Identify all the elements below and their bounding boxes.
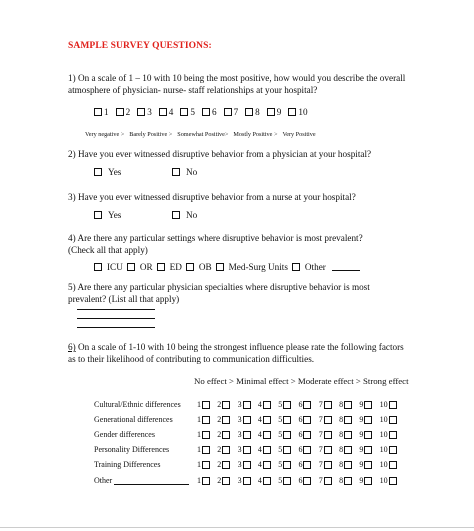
scale-label: Barely Positive > xyxy=(129,131,173,138)
checkbox[interactable] xyxy=(389,461,397,469)
rating-option[interactable] xyxy=(238,460,258,469)
rating-option[interactable] xyxy=(217,400,237,409)
rating-option[interactable] xyxy=(339,476,359,485)
checkbox[interactable] xyxy=(245,108,253,116)
rating-option[interactable] xyxy=(278,400,298,409)
answer-line[interactable] xyxy=(77,318,155,319)
checkbox[interactable] xyxy=(303,477,311,485)
checkbox[interactable] xyxy=(202,416,210,424)
rating-number: 2 xyxy=(217,400,222,409)
page-divider xyxy=(0,527,474,528)
rating-number: 7 xyxy=(318,430,323,439)
checkbox[interactable] xyxy=(172,168,180,176)
rating-option[interactable] xyxy=(359,430,379,439)
rating-option[interactable] xyxy=(258,445,278,454)
rating-option[interactable] xyxy=(298,400,318,409)
scale-number: 4 xyxy=(168,107,174,117)
checkbox[interactable] xyxy=(263,446,271,454)
checkbox[interactable] xyxy=(283,446,291,454)
rating-number: 2 xyxy=(217,460,222,469)
rating-option[interactable] xyxy=(380,476,400,485)
checkbox[interactable] xyxy=(263,416,271,424)
scale-label: Very Positive xyxy=(282,131,316,138)
checkbox[interactable] xyxy=(157,263,165,271)
rating-number: 7 xyxy=(318,415,323,424)
survey-title: SAMPLE SURVEY QUESTIONS: xyxy=(68,41,212,51)
answer-line[interactable] xyxy=(77,327,155,328)
scale-option[interactable] xyxy=(180,107,195,117)
option-label: Med-Surg Units xyxy=(228,262,288,272)
checkbox[interactable] xyxy=(303,461,311,469)
rating-option[interactable] xyxy=(359,445,379,454)
checkbox[interactable] xyxy=(344,401,352,409)
rating-number: 10 xyxy=(379,476,388,485)
setting-option[interactable] xyxy=(292,262,326,272)
rating-option[interactable] xyxy=(217,460,237,469)
rating-number: 2 xyxy=(217,415,222,424)
checkbox[interactable] xyxy=(303,431,311,439)
checkbox[interactable] xyxy=(127,263,135,271)
checkbox[interactable] xyxy=(202,461,210,469)
checkbox[interactable] xyxy=(364,416,372,424)
factor-name: Personality Differences xyxy=(94,445,170,454)
scale-number: 9 xyxy=(276,107,282,117)
checkbox[interactable] xyxy=(389,416,397,424)
checkbox[interactable] xyxy=(324,416,332,424)
rating-number: 3 xyxy=(237,460,242,469)
option-label: No xyxy=(186,167,198,177)
checkbox[interactable] xyxy=(94,211,102,219)
factor-row xyxy=(94,460,400,469)
option-label: OB xyxy=(198,262,212,272)
rating-option[interactable] xyxy=(298,430,318,439)
checkbox[interactable] xyxy=(324,477,332,485)
rating-option[interactable] xyxy=(298,415,318,424)
question-6-body: On a scale of 1-10 with 10 being the strongest influence please rate the following factors as to their likelihood of contributing to communication difficulties. xyxy=(68,342,404,364)
rating-option[interactable] xyxy=(380,445,400,454)
checkbox[interactable] xyxy=(137,108,145,116)
option-label: ED xyxy=(169,262,182,272)
checkbox[interactable] xyxy=(180,108,188,116)
rating-number: 6 xyxy=(298,430,303,439)
setting-option[interactable] xyxy=(157,262,182,272)
checkbox[interactable] xyxy=(288,108,296,116)
scale-option[interactable] xyxy=(159,107,174,117)
checkbox[interactable] xyxy=(344,416,352,424)
scale-option[interactable] xyxy=(288,107,307,117)
factor-name: Cultural/Ethnic differences xyxy=(94,400,181,409)
factor-row xyxy=(94,415,400,424)
checkbox[interactable] xyxy=(389,431,397,439)
rating-option[interactable] xyxy=(298,460,318,469)
rating-number: 7 xyxy=(318,460,323,469)
question-3-no[interactable] xyxy=(172,210,197,220)
setting-option[interactable] xyxy=(216,262,288,272)
factor-name: Other xyxy=(94,476,113,485)
checkbox[interactable] xyxy=(243,446,251,454)
scale-number: 8 xyxy=(255,107,260,117)
scale-number: 6 xyxy=(211,107,217,117)
rating-option[interactable] xyxy=(238,415,258,424)
scale-option[interactable] xyxy=(245,107,260,117)
rating-option[interactable] xyxy=(197,460,217,469)
rating-number: 1 xyxy=(197,460,201,469)
rating-option[interactable] xyxy=(217,445,237,454)
rating-option[interactable] xyxy=(319,476,339,485)
rating-number: 9 xyxy=(359,400,364,409)
checkbox[interactable] xyxy=(344,431,352,439)
scale-option[interactable] xyxy=(224,107,239,117)
scale-option[interactable] xyxy=(137,107,152,117)
checkbox[interactable] xyxy=(202,108,210,116)
other-factor-line[interactable] xyxy=(114,476,189,485)
checkbox[interactable] xyxy=(159,108,167,116)
rating-option[interactable] xyxy=(278,460,298,469)
rating-option[interactable] xyxy=(380,400,400,409)
rating-number: 4 xyxy=(257,460,262,469)
scale-option[interactable] xyxy=(267,107,282,117)
rating-option[interactable] xyxy=(238,400,258,409)
rating-option[interactable] xyxy=(258,460,278,469)
rating-option[interactable] xyxy=(197,430,217,439)
checkbox[interactable] xyxy=(263,461,271,469)
rating-number: 8 xyxy=(339,445,344,454)
rating-number: 10 xyxy=(379,445,388,454)
setting-option[interactable] xyxy=(94,262,123,272)
rating-number: 10 xyxy=(379,430,388,439)
rating-number: 3 xyxy=(237,400,242,409)
rating-option[interactable] xyxy=(278,476,298,485)
scale-option[interactable] xyxy=(94,107,109,117)
question-2-no[interactable] xyxy=(172,167,197,177)
checkbox[interactable] xyxy=(222,401,230,409)
rating-option[interactable] xyxy=(339,400,359,409)
question-2-yes[interactable] xyxy=(94,167,121,177)
question-1-text: 1) On a scale of 1 – 10 with 10 being the most positive, how would you describe the overall atmosphere of physician- nurse- staff relationships at your hospital? xyxy=(68,73,406,95)
setting-option[interactable] xyxy=(127,262,153,272)
question-1-scale xyxy=(94,107,315,117)
scale-label: Very negative > xyxy=(85,131,125,138)
checkbox[interactable] xyxy=(222,416,230,424)
checkbox[interactable] xyxy=(324,446,332,454)
rating-number: 9 xyxy=(359,476,364,485)
rating-number: 6 xyxy=(298,445,303,454)
rating-number: 1 xyxy=(197,400,201,409)
rating-number: 2 xyxy=(217,445,222,454)
factor-row xyxy=(94,445,400,454)
checkbox[interactable] xyxy=(389,477,397,485)
rating-number: 5 xyxy=(278,415,283,424)
scale-number: 5 xyxy=(190,107,195,117)
checkbox[interactable] xyxy=(283,477,291,485)
rating-option[interactable] xyxy=(359,400,379,409)
factor-row xyxy=(94,400,400,409)
rating-number: 4 xyxy=(257,400,262,409)
rating-option[interactable] xyxy=(278,415,298,424)
rating-number: 8 xyxy=(339,460,344,469)
rating-number: 8 xyxy=(339,415,344,424)
rating-number: 2 xyxy=(217,476,222,485)
checkbox[interactable] xyxy=(263,431,271,439)
factor-name: Training Differences xyxy=(94,460,161,469)
rating-option[interactable] xyxy=(339,460,359,469)
answer-line[interactable] xyxy=(77,309,155,310)
scale-option[interactable] xyxy=(202,107,217,117)
option-label: ICU xyxy=(107,262,123,272)
option-label: OR xyxy=(139,262,153,272)
checkbox[interactable] xyxy=(94,263,102,271)
scale-number: 10 xyxy=(298,107,308,117)
rating-number: 10 xyxy=(379,400,388,409)
checkbox[interactable] xyxy=(243,477,251,485)
checkbox[interactable] xyxy=(283,461,291,469)
rating-number: 9 xyxy=(359,415,364,424)
other-answer-line[interactable] xyxy=(332,263,360,271)
rating-option[interactable] xyxy=(339,445,359,454)
question-6-number: 6) xyxy=(68,342,76,352)
rating-option[interactable] xyxy=(197,476,217,485)
scale-number: 1 xyxy=(104,107,109,117)
rating-option[interactable] xyxy=(319,400,339,409)
checkbox[interactable] xyxy=(224,108,232,116)
checkbox[interactable] xyxy=(324,401,332,409)
rating-number: 3 xyxy=(237,430,242,439)
scale-number: 2 xyxy=(125,107,131,117)
setting-option[interactable] xyxy=(186,262,212,272)
rating-number: 6 xyxy=(298,460,303,469)
checkbox[interactable] xyxy=(324,431,332,439)
checkbox[interactable] xyxy=(216,263,224,271)
option-label: Yes xyxy=(108,167,122,177)
rating-option[interactable] xyxy=(217,430,237,439)
rating-number: 7 xyxy=(318,400,323,409)
rating-number: 3 xyxy=(237,476,242,485)
rating-number: 5 xyxy=(278,476,283,485)
rating-option[interactable] xyxy=(319,430,339,439)
rating-number: 3 xyxy=(237,415,242,424)
rating-option[interactable] xyxy=(238,476,258,485)
rating-option[interactable] xyxy=(339,430,359,439)
checkbox[interactable] xyxy=(292,263,300,271)
scale-number: 3 xyxy=(147,107,152,117)
rating-number: 7 xyxy=(318,476,323,485)
checkbox[interactable] xyxy=(344,477,352,485)
rating-number: 1 xyxy=(197,476,201,485)
rating-option[interactable] xyxy=(380,460,400,469)
checkbox[interactable] xyxy=(243,416,251,424)
checkbox[interactable] xyxy=(364,477,372,485)
rating-option[interactable] xyxy=(217,415,237,424)
rating-number: 5 xyxy=(278,400,283,409)
checkbox[interactable] xyxy=(364,431,372,439)
checkbox[interactable] xyxy=(202,477,210,485)
rating-number: 1 xyxy=(197,415,201,424)
checkbox[interactable] xyxy=(202,401,210,409)
rating-option[interactable] xyxy=(319,460,339,469)
rating-option[interactable] xyxy=(238,430,258,439)
rating-number: 9 xyxy=(359,430,364,439)
rating-number: 5 xyxy=(278,445,283,454)
checkbox[interactable] xyxy=(116,108,124,116)
checkbox[interactable] xyxy=(263,477,271,485)
rating-option[interactable] xyxy=(359,460,379,469)
factor-row xyxy=(94,476,400,485)
checkbox[interactable] xyxy=(364,401,372,409)
checkbox[interactable] xyxy=(222,446,230,454)
rating-option[interactable] xyxy=(380,430,400,439)
rating-option[interactable] xyxy=(359,415,379,424)
question-4-options xyxy=(94,262,360,272)
scale-option[interactable] xyxy=(116,107,131,117)
rating-number: 4 xyxy=(257,430,262,439)
scale-label: Mostly Positive > xyxy=(233,131,278,138)
rating-number: 8 xyxy=(339,400,344,409)
rating-number: 6 xyxy=(298,415,303,424)
option-label: No xyxy=(186,210,198,220)
question-6-text xyxy=(68,341,408,365)
checkbox[interactable] xyxy=(344,461,352,469)
rating-number: 4 xyxy=(257,476,262,485)
factor-row xyxy=(94,430,400,439)
checkbox[interactable] xyxy=(344,446,352,454)
rating-option[interactable] xyxy=(278,430,298,439)
rating-option[interactable] xyxy=(339,415,359,424)
checkbox[interactable] xyxy=(222,477,230,485)
rating-option[interactable] xyxy=(197,415,217,424)
question-4-text: 4) Are there any particular settings where disruptive behavior is most prevalent? (Check all that apply) xyxy=(68,233,363,255)
factor-name: Generational differences xyxy=(94,415,173,424)
rating-option[interactable] xyxy=(258,400,278,409)
rating-number: 6 xyxy=(298,476,303,485)
scale-number: 7 xyxy=(233,107,239,117)
checkbox[interactable] xyxy=(263,401,271,409)
rating-option[interactable] xyxy=(197,445,217,454)
rating-option[interactable] xyxy=(298,476,318,485)
checkbox[interactable] xyxy=(186,263,194,271)
rating-option[interactable] xyxy=(359,476,379,485)
checkbox[interactable] xyxy=(303,401,311,409)
checkbox[interactable] xyxy=(94,108,102,116)
checkbox[interactable] xyxy=(94,168,102,176)
rating-number: 9 xyxy=(359,460,364,469)
checkbox[interactable] xyxy=(283,431,291,439)
checkbox[interactable] xyxy=(364,446,372,454)
question-3-yes[interactable] xyxy=(94,210,121,220)
rating-option[interactable] xyxy=(319,445,339,454)
checkbox[interactable] xyxy=(303,446,311,454)
rating-number: 7 xyxy=(318,445,323,454)
rating-number: 1 xyxy=(197,430,201,439)
rating-number: 5 xyxy=(278,460,283,469)
question-2-text: 2) Have you ever witnessed disruptive behavior from a physician at your hospital? xyxy=(68,149,372,159)
rating-number: 2 xyxy=(217,430,222,439)
rating-number: 8 xyxy=(339,476,344,485)
checkbox[interactable] xyxy=(324,461,332,469)
checkbox[interactable] xyxy=(283,416,291,424)
checkbox[interactable] xyxy=(283,401,291,409)
rating-option[interactable] xyxy=(319,415,339,424)
checkbox[interactable] xyxy=(267,108,275,116)
rating-option[interactable] xyxy=(258,430,278,439)
scale-label: Somewhat Positive> xyxy=(177,131,229,138)
rating-number: 4 xyxy=(257,445,262,454)
rating-number: 6 xyxy=(298,400,303,409)
checkbox[interactable] xyxy=(243,401,251,409)
rating-option[interactable] xyxy=(197,400,217,409)
checkbox[interactable] xyxy=(222,461,230,469)
rating-option[interactable] xyxy=(238,445,258,454)
checkbox[interactable] xyxy=(222,431,230,439)
checkbox[interactable] xyxy=(364,461,372,469)
checkbox[interactable] xyxy=(389,446,397,454)
rating-option[interactable] xyxy=(380,415,400,424)
question-3-text: 3) Have you ever witnessed disruptive behavior from a nurse at your hospital? xyxy=(68,192,356,202)
checkbox[interactable] xyxy=(303,416,311,424)
rating-number: 10 xyxy=(379,415,388,424)
rating-number: 10 xyxy=(379,460,388,469)
checkbox[interactable] xyxy=(243,461,251,469)
rating-option[interactable] xyxy=(258,476,278,485)
option-label: Other xyxy=(304,262,326,272)
checkbox[interactable] xyxy=(243,431,251,439)
rating-option[interactable] xyxy=(258,415,278,424)
rating-option[interactable] xyxy=(278,445,298,454)
question-1-scale-labels xyxy=(85,131,321,138)
rating-number: 8 xyxy=(339,430,344,439)
checkbox[interactable] xyxy=(172,211,180,219)
question-5-text: 5) Are there any particular physician specialties where disruptive behavior is most prevalent? (List all that apply) xyxy=(68,282,370,304)
rating-number: 3 xyxy=(237,445,242,454)
checkbox[interactable] xyxy=(202,431,210,439)
rating-number: 4 xyxy=(257,415,262,424)
rating-number: 5 xyxy=(278,430,283,439)
question-6-scale-header: No effect > Minimal effect > Moderate effect > Strong effect xyxy=(194,376,409,386)
factor-name: Gender differences xyxy=(94,430,155,439)
rating-option[interactable] xyxy=(298,445,318,454)
rating-number: 1 xyxy=(197,445,201,454)
option-label: Yes xyxy=(108,210,122,220)
checkbox[interactable] xyxy=(202,446,210,454)
rating-option[interactable] xyxy=(217,476,237,485)
checkbox[interactable] xyxy=(389,401,397,409)
rating-number: 9 xyxy=(359,445,364,454)
